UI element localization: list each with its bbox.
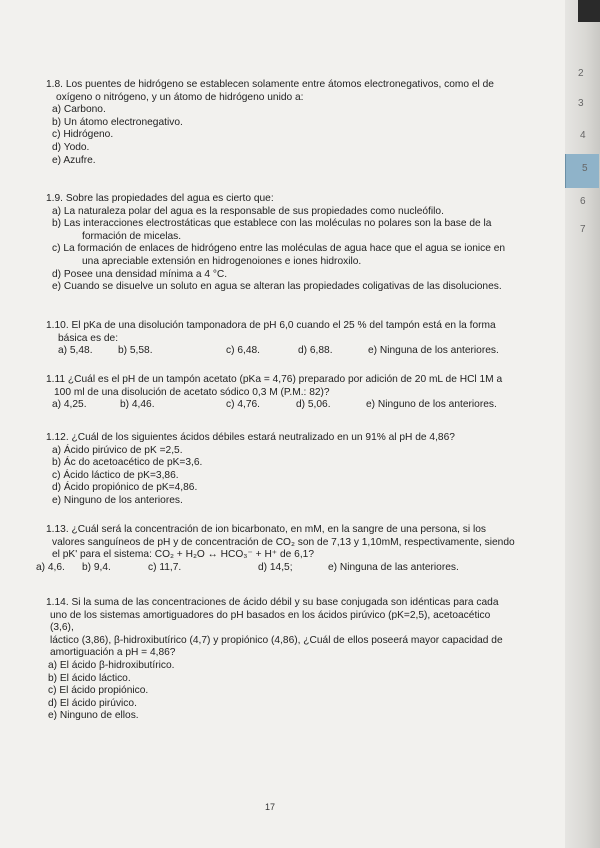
question-1-11 [46,374,516,412]
option-e: e) Ninguna de los anteriores. [368,345,499,357]
question-stem: 1.14. Si la suma de las concentraciones de ácido débil y su base conjugada son idénticas para cada [46,597,499,608]
side-number: 2 [578,68,584,79]
option-d: d) Posee una densidad mínima a 4 °C. [52,268,228,280]
question-1-12 [46,432,516,508]
question-stem: valores sanguíneos de pH y de concentración de CO₂ son de 7,13 y 1,10mM, respectivamente, siendo [52,536,515,548]
option-b-cont: formación de micelas. [82,230,182,242]
option-c-cont: una apreciable extensión en hidrogenoiones e iones hidroxilo. [82,255,362,267]
question-stem: básica es de: [58,332,119,344]
option-c: c) 6,48. [226,345,260,357]
option-c: c) 11,7. [148,561,182,573]
option-e: e) Ninguna de las anteriores. [328,561,459,573]
option-a: a) Carbono. [52,104,106,116]
question-stem: 1.13. ¿Cuál será la concentración de ion bicarbonato, en mM, en la sangre de una persona, si los [46,524,487,535]
option-b: b) Ác do acetoacético de pK=3,6. [52,457,203,469]
option-e: e) Ninguno de los anteriores. [52,494,183,506]
option-a: a) El ácido β-hidroxibutírico. [48,659,175,671]
option-c: c) El ácido propiónico. [48,685,149,697]
option-c: c) 4,76. [226,399,260,411]
question-stem: 1.10. El pKa de una disolución tamponadora de pH 6,0 cuando el 25 % del tampón está en la forma [46,320,496,331]
question-stem: uno de los sistemas amortiguadores do pH basados en los ácidos pirúvico (pK=2,5), acetoacético (3,6), [50,609,491,634]
options-row [46,399,516,412]
side-number: 7 [580,224,586,235]
side-number: 3 [578,98,584,109]
option-b: b) Las interacciones electrostáticas que establece con las moléculas no polares son la base de la [52,218,492,230]
options-row [46,345,516,358]
question-stem: oxígeno o nitrógeno, y un átomo de hidrógeno unido a: [56,91,304,103]
option-d: d) 6,88. [298,345,333,357]
option-b: b) 9,4. [82,561,111,573]
option-a: a) Ácido pirúvico de pK =2,5. [52,444,183,456]
option-e: e) Azufre. [52,154,96,166]
question-stem: amortiguación a pH = 4,86? [50,647,176,659]
options-row [36,562,506,575]
option-c: c) Hidrógeno. [52,129,114,141]
option-c: c) Ácido láctico de pK=3,86. [52,469,179,481]
question-stem: 1.9. Sobre las propiedades del agua es cierto que: [46,193,274,204]
option-e: e) Ninguno de ellos. [48,710,139,722]
question-stem: 1.11 ¿Cuál es el pH de un tampón acetato (pKa = 4,76) preparado por adición de 20 mL de HCl 1M a [46,374,503,385]
question-1-8 [46,79,516,167]
option-d: d) Yodo. [52,141,90,153]
option-e: e) Cuando se disuelve un soluto en agua se alteran las propiedades coligativas de las disoluciones. [52,281,502,293]
scan-corner [578,0,600,22]
option-b: b) Un átomo electronegativo. [52,116,183,128]
question-1-9 [46,193,516,294]
option-b: b) 4,46. [120,399,155,411]
question-1-14 [46,597,516,723]
side-number: 6 [580,196,586,207]
option-a: a) 5,48. [58,345,93,357]
page-number: 17 [265,802,276,812]
side-number: 4 [580,130,586,141]
option-b: b) El ácido láctico. [48,672,131,684]
option-e: e) Ninguno de los anteriores. [366,399,497,411]
option-b: b) 5,58. [118,345,153,357]
question-stem: 1.8. Los puentes de hidrógeno se establecen solamente entre átomos electronegativos, como el de [46,79,494,90]
option-c: c) La formación de enlaces de hidrógeno entre las moléculas de agua hace que el agua se ionice en [52,243,506,255]
option-d: d) El ácido pirúvico. [48,697,137,709]
option-a: a) La naturaleza polar del agua es la responsable de sus propiedades como nucleófilo. [52,205,444,217]
option-d: d) 5,06. [296,399,331,411]
option-a: a) 4,6. [36,561,65,573]
question-stem: 100 ml de una disolución de acetato sódico 0,3 M (P.M.: 82)? [54,386,330,398]
question-1-10 [46,320,516,358]
question-stem: láctico (3,86), β-hidroxibutírico (4,7) y propiónico (4,86), ¿Cuál de ellos poseerá mayor capacidad de [50,634,503,646]
question-stem: 1.12. ¿Cuál de los siguientes ácidos débiles estará neutralizado en un 91% al pH de 4,86? [46,432,455,443]
option-d: d) Ácido propiónico de pK=4,86. [52,482,198,494]
option-d: d) 14,5; [258,561,293,573]
option-a: a) 4,25. [52,399,87,411]
question-1-13 [36,524,516,575]
side-number: 5 [582,163,588,174]
question-stem: el pK' para el sistema: CO₂ + H₂O ↔ HCO₃⁻ + H⁺ de 6,1? [52,549,314,561]
